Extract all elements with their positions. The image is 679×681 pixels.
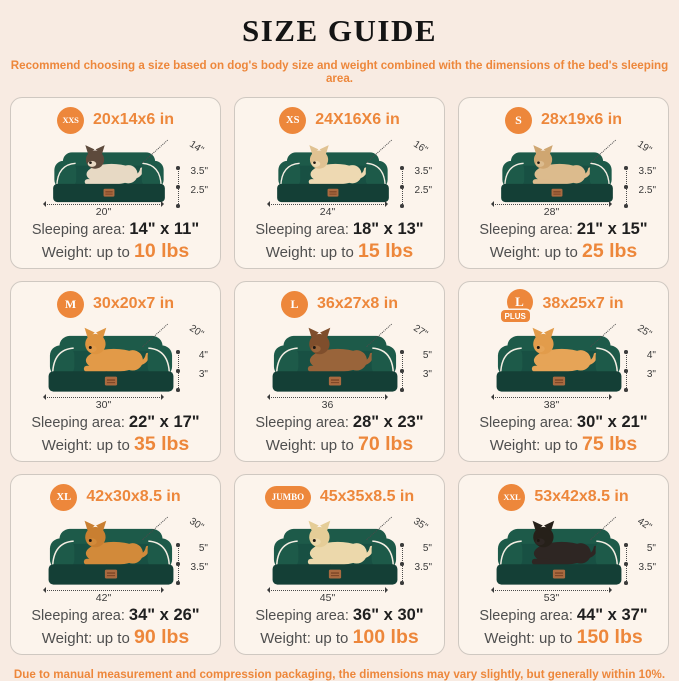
weight-line (463, 240, 664, 263)
size-badge-letter: L (507, 289, 533, 315)
base-height-label: 3" (422, 369, 432, 380)
width-measure-label: 24" (319, 206, 336, 218)
weight-line (15, 626, 216, 649)
weight-value: 15 lbs (358, 240, 414, 262)
dimensions-label: 28x19x6 in (541, 111, 622, 128)
depth-measure-label: 27" (411, 322, 430, 341)
size-card-xl (10, 474, 221, 655)
bed-illustration (239, 512, 440, 604)
bolster-height-label: 5" (422, 350, 432, 361)
weight-label: Weight: up to (265, 244, 354, 261)
weight-line (15, 433, 216, 456)
sleeping-area-line (239, 220, 440, 239)
width-measure-line (269, 204, 386, 205)
sleeping-area-label: Sleeping area: (255, 415, 349, 431)
width-measure-line (45, 204, 162, 205)
width-measure-line (493, 204, 610, 205)
width-measure-label: 38" (543, 399, 560, 411)
sleeping-area-label: Sleeping area: (479, 608, 573, 624)
sleeping-area-line (15, 606, 216, 625)
weight-value: 100 lbs (352, 626, 419, 648)
sleeping-area-value: 22" x 17" (128, 413, 200, 431)
width-measure-label: 53" (543, 592, 560, 604)
size-badge: S (505, 107, 532, 134)
base-height-label: 2.5" (638, 185, 656, 196)
height-measure-line (626, 352, 627, 390)
depth-measure-label: 25" (635, 322, 654, 341)
size-card-header (15, 289, 216, 319)
size-card-header (239, 482, 440, 512)
height-measure-line (178, 545, 179, 583)
bolster-height-label: 5" (422, 543, 432, 554)
base-height-label: 3" (646, 369, 656, 380)
width-measure-line (493, 397, 610, 398)
dimensions-label: 24X16X6 in (315, 111, 400, 128)
bed-illustration (15, 135, 216, 218)
size-card-header (239, 289, 440, 319)
width-measure-label: 30" (95, 399, 112, 411)
width-measure-line (45, 397, 162, 398)
weight-value: 35 lbs (134, 433, 190, 455)
weight-line (239, 626, 440, 649)
dimensions-label: 30x20x7 in (93, 295, 174, 312)
sleeping-area-line (463, 220, 664, 239)
size-card-header (463, 105, 664, 135)
size-card-s (458, 97, 669, 269)
width-measure-label: 42" (95, 592, 112, 604)
size-card-l (234, 281, 445, 462)
depth-measure-label: 16" (411, 138, 430, 157)
size-card-m (10, 281, 221, 462)
bolster-height-label: 5" (646, 543, 656, 554)
width-measure-line (269, 397, 386, 398)
bolster-height-label: 4" (198, 350, 208, 361)
weight-line (15, 240, 216, 263)
dimensions-label: 42x30x8.5 in (86, 488, 181, 505)
bolster-height-label: 3.5" (190, 166, 208, 177)
size-grid (0, 97, 679, 655)
dimensions-label: 45x35x8.5 in (319, 488, 415, 505)
sleeping-area-value: 36" x 30" (352, 606, 424, 624)
size-card-header (463, 482, 664, 512)
base-height-label: 3.5" (190, 562, 208, 573)
bed-illustration (463, 319, 664, 411)
depth-measure-label: 35" (411, 515, 430, 534)
weight-label: Weight: up to (265, 437, 354, 454)
dimensions-label: 20x14x6 in (93, 111, 174, 128)
size-badge: XL (50, 484, 77, 511)
dog-bed-image (483, 514, 635, 590)
weight-value: 75 lbs (582, 433, 638, 455)
sleeping-area-line (239, 606, 440, 625)
dog-bed-image (35, 514, 187, 590)
weight-value: 90 lbs (134, 626, 190, 648)
width-measure-line (45, 590, 162, 591)
size-card-l-plus (458, 281, 669, 462)
height-measure-line (178, 352, 179, 390)
depth-measure-label: 19" (635, 138, 654, 157)
bolster-height-label: 5" (198, 543, 208, 554)
weight-line (463, 433, 664, 456)
size-card-header (15, 482, 216, 512)
depth-measure-label: 30" (187, 515, 206, 534)
sleeping-area-value: 18" x 13" (352, 220, 424, 238)
base-height-label: 3.5" (414, 562, 432, 573)
depth-measure-label: 14" (187, 138, 206, 157)
sleeping-area-value: 44" x 37" (576, 606, 648, 624)
sleeping-area-value: 21" x 15" (576, 220, 648, 238)
footer-note: Due to manual measurement and compression packaging, the dimensions may vary slightly, but generally within 10%. (13, 668, 666, 681)
weight-label: Weight: up to (484, 630, 573, 647)
size-badge: XXL (498, 484, 525, 511)
weight-line (239, 240, 440, 263)
weight-value: 70 lbs (358, 433, 414, 455)
size-badge: XXS (57, 107, 84, 134)
sleeping-area-line (239, 413, 440, 432)
sleeping-area-label: Sleeping area: (31, 608, 125, 624)
sleeping-area-label: Sleeping area: (479, 415, 573, 431)
width-measure-line (269, 590, 386, 591)
weight-value: 150 lbs (576, 626, 643, 648)
width-measure-label: 45" (319, 592, 336, 604)
sleeping-area-value: 28" x 23" (352, 413, 424, 431)
sleeping-area-label: Sleeping area: (479, 222, 573, 238)
width-measure-label: 36 (321, 399, 334, 411)
size-card-xs (234, 97, 445, 269)
size-card-xxs (10, 97, 221, 269)
base-height-label: 3.5" (638, 562, 656, 573)
weight-value: 25 lbs (582, 240, 638, 262)
weight-line (463, 626, 664, 649)
size-card-header (463, 289, 664, 319)
page-title: SIZE GUIDE (241, 13, 438, 48)
bed-illustration (239, 135, 440, 218)
base-height-label: 2.5" (190, 185, 208, 196)
base-height-label: 2.5" (414, 185, 432, 196)
height-measure-line (626, 168, 627, 206)
sleeping-area-value: 30" x 21" (576, 413, 648, 431)
bed-illustration (463, 135, 664, 218)
weight-value: 10 lbs (134, 240, 190, 262)
size-badge: XS (279, 107, 306, 134)
width-measure-label: 28" (543, 206, 560, 218)
sleeping-area-label: Sleeping area: (255, 222, 349, 238)
weight-label: Weight: up to (489, 437, 578, 454)
size-card-header (15, 105, 216, 135)
dog-bed-image (35, 321, 187, 397)
sleeping-area-line (463, 606, 664, 625)
weight-label: Weight: up to (260, 630, 349, 647)
size-card-jumbo (234, 474, 445, 655)
dimensions-label: 36x27x8 in (317, 295, 398, 312)
depth-measure-label: 42" (635, 515, 654, 534)
weight-label: Weight: up to (489, 244, 578, 261)
height-measure-line (402, 168, 403, 206)
sleeping-area-label: Sleeping area: (31, 222, 126, 238)
dog-bed-image (259, 514, 411, 590)
weight-label: Weight: up to (41, 437, 130, 454)
sleeping-area-line (15, 220, 216, 239)
bolster-height-label: 3.5" (638, 166, 656, 177)
sleeping-area-line (15, 413, 216, 432)
bed-illustration (463, 512, 664, 604)
depth-measure-label: 20" (187, 322, 206, 341)
size-badge: L (281, 291, 308, 318)
sleeping-area-label: Sleeping area: (31, 415, 125, 431)
sleeping-area-value: 14" x 11" (129, 220, 200, 238)
height-measure-line (178, 168, 179, 206)
bed-illustration (239, 319, 440, 411)
bed-illustration (15, 512, 216, 604)
weight-line (239, 433, 440, 456)
size-badge: JUMBO (265, 486, 311, 509)
bolster-height-label: 4" (646, 350, 656, 361)
weight-label: Weight: up to (41, 244, 130, 261)
dog-bed-image (259, 321, 411, 397)
bed-illustration (15, 319, 216, 411)
subtitle: Recommend choosing a size based on dog's body size and weight combined with the dimensions of the bed's sleeping area. (10, 59, 669, 85)
dimensions-label: 38x25x7 in (542, 295, 624, 312)
sleeping-area-line (463, 413, 664, 432)
height-measure-line (402, 352, 403, 390)
size-card-header (239, 105, 440, 135)
size-badge-plus-tag: PLUS (501, 310, 530, 322)
size-badge: M (57, 291, 84, 318)
dimensions-label: 53x42x8.5 in (534, 488, 629, 505)
base-height-label: 3" (198, 369, 208, 380)
size-card-xxl (458, 474, 669, 655)
sleeping-area-value: 34" x 26" (128, 606, 200, 624)
sleeping-area-label: Sleeping area: (255, 608, 349, 624)
dog-bed-image (483, 321, 635, 397)
height-measure-line (626, 545, 627, 583)
bolster-height-label: 3.5" (414, 166, 432, 177)
width-measure-label: 20" (95, 206, 112, 218)
size-badge (504, 289, 534, 319)
height-measure-line (402, 545, 403, 583)
width-measure-line (493, 590, 610, 591)
weight-label: Weight: up to (41, 630, 130, 647)
